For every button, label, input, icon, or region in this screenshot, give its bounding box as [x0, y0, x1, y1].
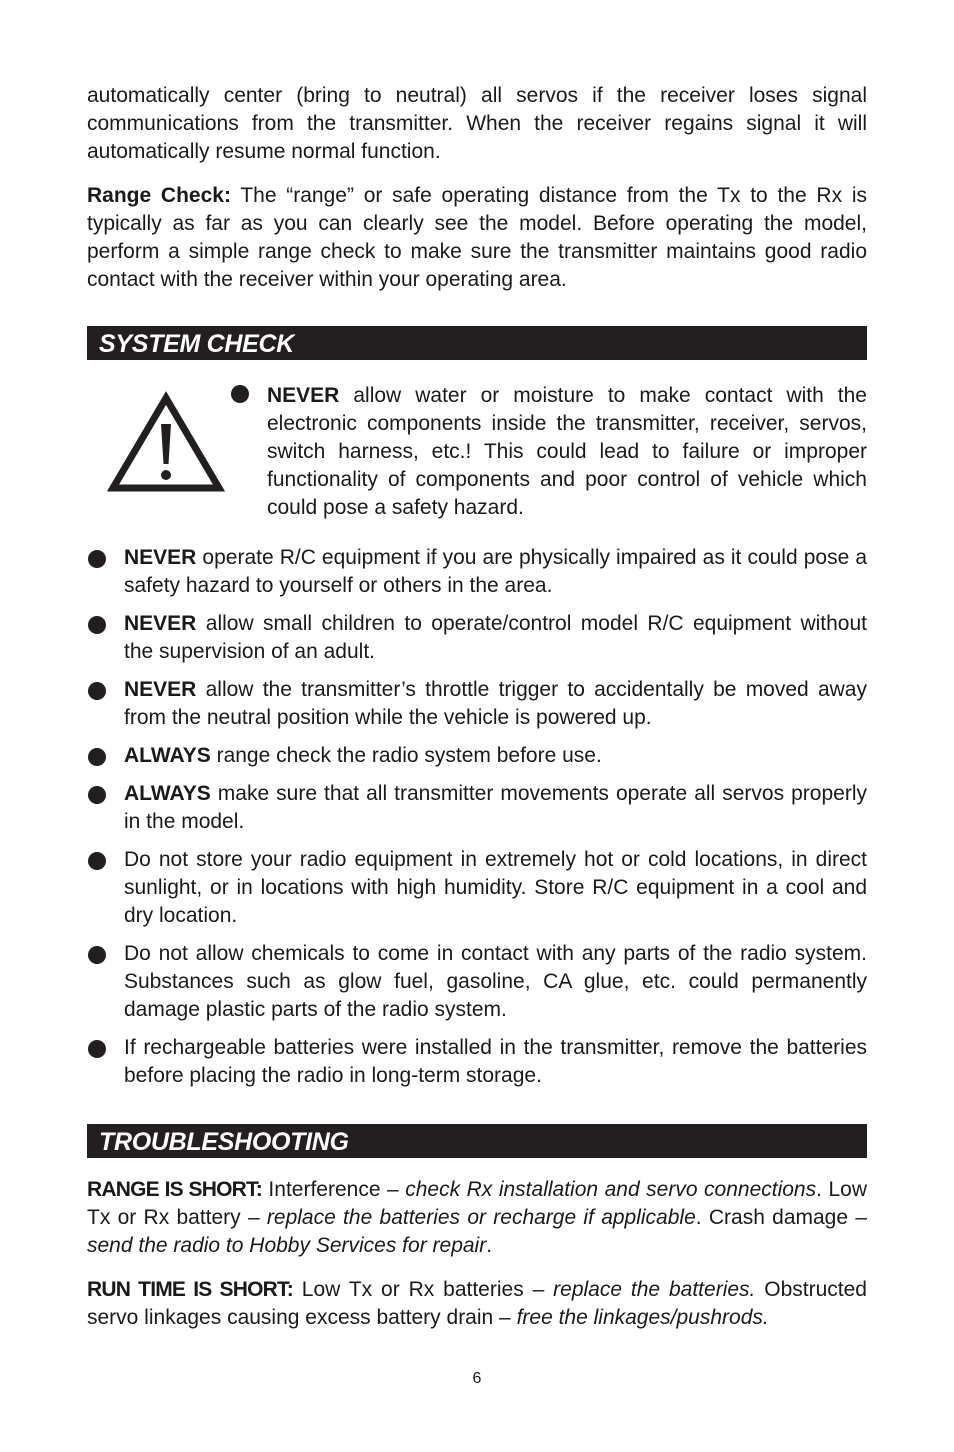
- item-keyword: ALWAYS: [124, 744, 211, 767]
- warning-text: [267, 382, 867, 522]
- list-item: [87, 846, 867, 930]
- item-keyword: NEVER: [124, 546, 197, 569]
- item-text: allow the transmitter’s throttle trigger to accidentally be moved away from the neutral position while the vehicle is powered up.: [124, 678, 867, 729]
- bullet-icon: [88, 786, 106, 804]
- item-keyword: ALWAYS: [124, 782, 211, 805]
- item-text: allow small children to operate/control model R/C equipment without the supervision of an adult.: [124, 612, 867, 663]
- range-check-label: Range Check:: [87, 184, 231, 207]
- list-item: [87, 780, 867, 836]
- list-item: [87, 940, 867, 1024]
- cause-text: . Crash damage –: [695, 1206, 867, 1229]
- bullet-icon: [88, 1040, 106, 1058]
- bullet-icon: [88, 852, 106, 870]
- range-check-paragraph: [87, 182, 867, 294]
- item-text: Do not allow chemicals to come in contact with any parts of the radio system. Substances such as glow fuel, gasoline, CA glue, etc. could permanently damage plastic parts of the radio system.: [124, 942, 867, 1021]
- cause-text: Obstructed servo linkages causing excess battery drain –: [87, 1278, 867, 1329]
- bullet-icon: [88, 682, 106, 700]
- bullet-icon: [88, 748, 106, 766]
- fix-text: check Rx installation and servo connections: [405, 1178, 817, 1201]
- item-text: operate R/C equipment if you are physically impaired as it could pose a safety hazard to yourself or others in the area.: [124, 546, 867, 597]
- list-item: [87, 610, 867, 666]
- fix-text: replace the batteries.: [553, 1278, 756, 1301]
- warning-item: [87, 378, 867, 544]
- list-item: [87, 544, 867, 600]
- system-check-heading: SYSTEM CHECK: [87, 326, 867, 360]
- item-text: If rechargeable batteries were installed in the transmitter, remove the batteries before placing the radio in long-term storage.: [124, 1036, 867, 1087]
- list-item: [87, 1034, 867, 1090]
- list-item: [87, 676, 867, 732]
- cause-text: . Low Tx or Rx battery –: [87, 1178, 868, 1229]
- bullet-icon: [231, 385, 249, 403]
- cause-text: Low Tx or Rx batteries –: [292, 1278, 554, 1301]
- manual-page: [87, 82, 867, 1348]
- range-check-text: The “range” or safe operating distance from the Tx to the Rx is typically as far as you can clearly see the model. Before operating the model, perform a simple range check to make sure the transmitter maintains good radio contact with the receiver within your operating area.: [87, 184, 867, 291]
- item-text: allow water or moisture to make contact with the electronic components inside the transmitter, receiver, servos, switch harness, etc.! This could lead to failure or improper functionality of components and poor control of vehicle which could pose a safety hazard.: [267, 384, 867, 519]
- range-short-paragraph: [87, 1176, 867, 1260]
- item-text: make sure that all transmitter movements operate all servos properly in the model.: [124, 782, 867, 833]
- runtime-short-paragraph: [87, 1276, 867, 1332]
- bullet-icon: [88, 946, 106, 964]
- warning-triangle-icon: [107, 390, 225, 493]
- fix-text: send the radio to Hobby Services for repair: [87, 1234, 487, 1257]
- item-keyword: NEVER: [124, 612, 197, 635]
- page-number: 6: [472, 1370, 482, 1387]
- item-text: Do not store your radio equipment in extremely hot or cold locations, in direct sunlight, or in locations with high humidity. Store R/C equipment in a cool and dry location.: [124, 848, 867, 927]
- item-keyword: NEVER: [124, 678, 197, 701]
- item-text: range check the radio system before use.: [210, 744, 602, 767]
- bullet-icon: [88, 550, 106, 568]
- cause-text: .: [486, 1234, 493, 1257]
- fix-text: free the linkages/pushrods.: [516, 1306, 769, 1329]
- item-keyword: NEVER: [267, 384, 340, 407]
- fix-text: replace the batteries or recharge if applicable: [266, 1206, 696, 1229]
- cause-text: Interference –: [261, 1178, 406, 1201]
- range-short-label: RANGE IS SHORT:: [87, 1178, 262, 1201]
- troubleshooting-heading: TROUBLESHOOTING: [87, 1124, 867, 1158]
- runtime-short-label: RUN TIME IS SHORT:: [87, 1278, 293, 1301]
- bullet-icon: [88, 616, 106, 634]
- list-item: [87, 742, 867, 770]
- intro-paragraph: automatically center (bring to neutral) all servos if the receiver loses signal communications from the transmitter. When the receiver regains signal it will automatically resume normal function.: [87, 84, 867, 163]
- troubleshooting-section: [87, 1176, 867, 1332]
